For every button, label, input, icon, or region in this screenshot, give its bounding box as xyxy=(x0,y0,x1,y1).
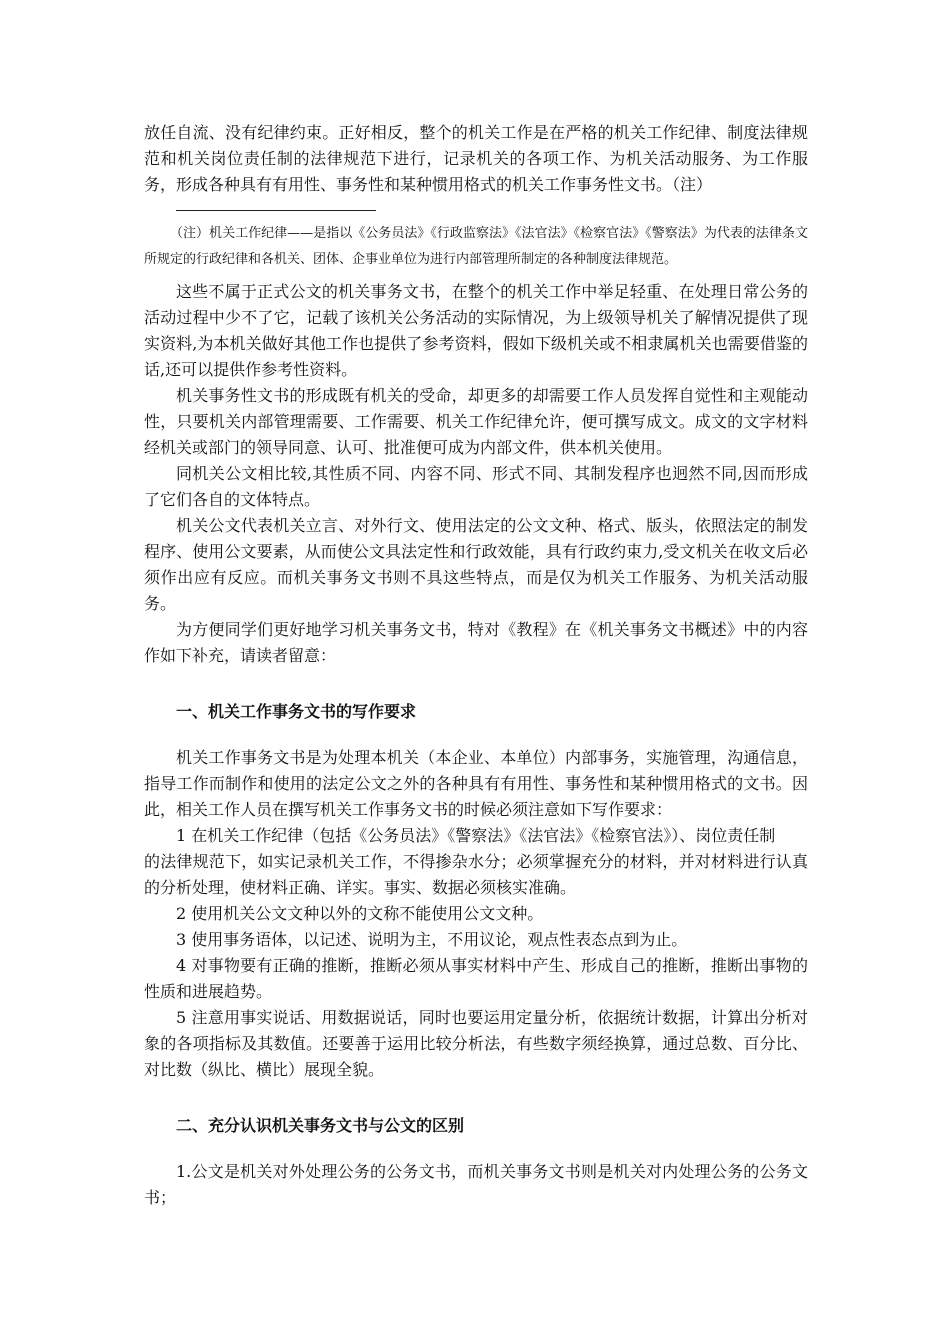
footnote: （注）机关工作纪律——是指以《公务员法》《行政监察法》《法官法》《检察官法》《警察法》为代表的法律条文所规定的行政纪律和各机关、团体、企事业单位为进行内部管理所制定的各种制度法律规范。 xyxy=(144,226,808,267)
section-intro: 机关工作事务文书是为处理本机关（本企业、本单位）内部事务，实施管理，沟通信息，指导工作而制作和使用的法定公文之外的各种具有有用性、事务性和某种惯用格式的文书。因此，相关工作人员在撰写机关工作事务文书的时候必须注意如下写作要求： xyxy=(144,748,808,819)
body-paragraph: 这些不属于正式公文的机关事务文书，在整个的机关工作中举足轻重、在处理日常公务的活动过程中少不了它，记载了该机关公务活动的实际情况，为上级领导机关了解情况提供了现实资料,为本机关做好其他工作也提供了参考资料，假如下级机关或不相隶属机关也需要借鉴的话,还可以提供作参考性资料。 xyxy=(144,282,808,379)
list-item-1: 1.公文是机关对外处理公务的公务文书，而机关事务文书则是机关对内处理公务的公务文书； xyxy=(144,1162,808,1207)
list-item-4: 4 对事物要有正确的推断，推断必须从事实材料中产生、形成自己的推断，推断出事物的性质和进展趋势。 xyxy=(144,956,808,1001)
body-paragraph: 放任自流、没有纪律约束。正好相反，整个的机关工作是在严格的机关工作纪律、制度法律规范和机关岗位责任制的法律规范下进行，记录机关的各项工作、为机关活动服务、为工作服务，形成各种具有有用性、事务性和某种惯用格式的机关工作事务性文书。（注） xyxy=(144,123,808,194)
footnote-separator xyxy=(176,210,376,211)
section-heading: 一、机关工作事务文书的写作要求 xyxy=(176,702,417,721)
list-item-2: 2 使用机关公文文种以外的文称不能使用公文文种。 xyxy=(176,904,544,923)
document-page xyxy=(144,120,808,1211)
body-paragraph: 为方便同学们更好地学习机关事务文书，特对《教程》在《机关事务文书概述》中的内容作如下补充，请读者留意： xyxy=(144,620,808,665)
body-paragraph: 同机关公文相比较,其性质不同、内容不同、形式不同、其制发程序也迥然不同,因而形成了它们各自的文体特点。 xyxy=(144,464,808,509)
list-item-1-first-line: 1 在机关工作纪律（包括《公务员法》《警察法》《法官法》《检察官法》）、岗位责任制 xyxy=(176,826,776,845)
list-item-3: 3 使用事务语体，以记述、说明为主，不用议论，观点性表态点到为止。 xyxy=(176,930,688,949)
list-item-1-continuation: 的法律规范下，如实记录机关工作，不得掺杂水分；必须掌握充分的材料，并对材料进行认真的分析处理，使材料正确、详实。事实、数据必须核实准确。 xyxy=(144,852,808,897)
list-item-5: 5 注意用事实说话、用数据说话，同时也要运用定量分析，依据统计数据，计算出分析对象的各项指标及其数值。还要善于运用比较分析法，有些数字须经换算，通过总数、百分比、对比数（纵比、横比）展现全貌。 xyxy=(144,1008,808,1079)
body-paragraph: 机关事务性文书的形成既有机关的受命，却更多的却需要工作人员发挥自觉性和主观能动性，只要机关内部管理需要、工作需要、机关工作纪律允许，便可撰写成文。成文的文字材料经机关或部门的领导同意、认可、批准便可成为内部文件，供本机关使用。 xyxy=(144,386,808,457)
body-paragraph: 机关公文代表机关立言、对外行文、使用法定的公文文种、格式、版头，依照法定的制发程序、使用公文要素，从而使公文具法定性和行政效能，具有行政约束力,受文机关在收文后必须作出应有反应。而机关事务文书则不具这些特点，而是仅为机关工作服务、为机关活动服务。 xyxy=(144,516,808,613)
section-heading: 二、充分认识机关事务文书与公文的区别 xyxy=(176,1116,465,1135)
